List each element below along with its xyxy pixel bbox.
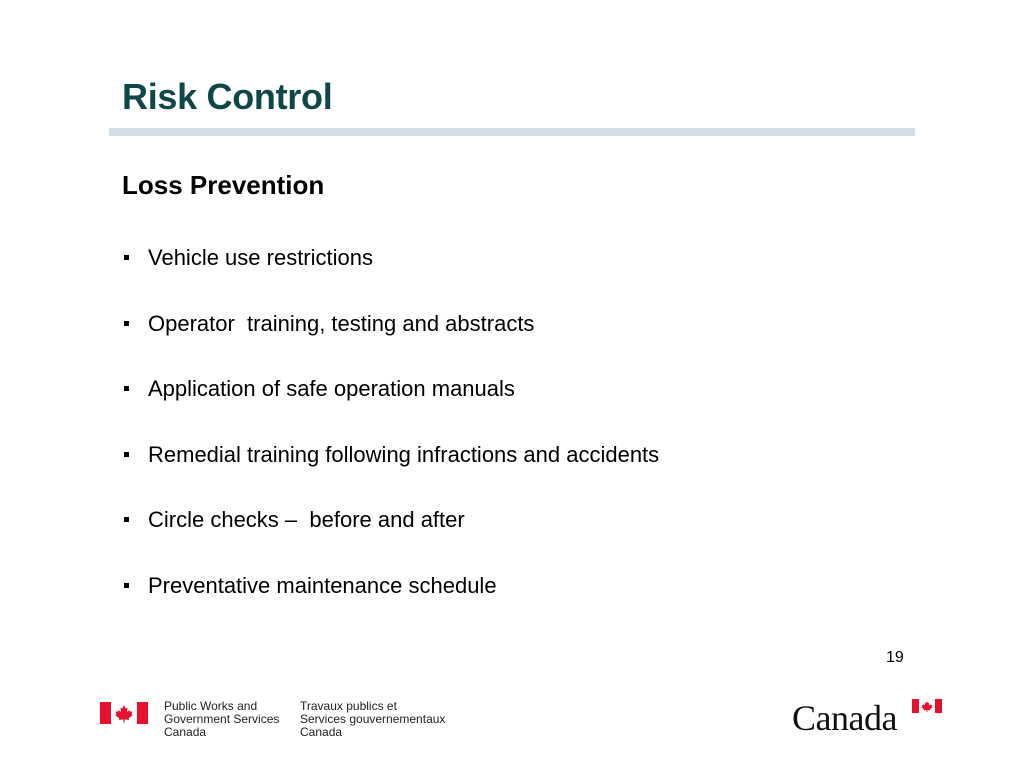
department-name-english — [164, 700, 279, 739]
bullet-item — [120, 437, 660, 503]
footer-line: Travaux publics et — [300, 699, 397, 713]
bullet-item — [120, 240, 373, 306]
bullet-item — [120, 502, 465, 568]
wordmark-flag-icon — [912, 699, 942, 713]
title-divider — [109, 128, 915, 136]
bullet-text: Operator training, testing and abstracts — [148, 310, 535, 336]
bullet-text: Remedial training following infractions and accidents — [148, 441, 660, 467]
department-name-french — [300, 700, 445, 739]
square-bullet-icon — [124, 517, 129, 522]
bullet-item — [120, 306, 535, 372]
bullet-text: Vehicle use restrictions — [148, 245, 373, 270]
footer-line: Canada — [164, 725, 207, 739]
square-bullet-icon — [124, 386, 129, 391]
canada-wordmark-logo — [792, 698, 926, 738]
bullet-text: Circle checks – before and after — [148, 507, 465, 533]
bullet-item — [120, 371, 515, 437]
canada-flag-icon — [100, 702, 148, 724]
bullet-item — [120, 568, 497, 634]
bullet-text: Application of safe operation manuals — [148, 376, 515, 402]
footer-line: Government Services — [164, 712, 280, 726]
wordmark-text: Canada — [792, 698, 897, 738]
section-heading: Loss Prevention — [122, 170, 325, 200]
footer-line: Canada — [300, 725, 343, 739]
square-bullet-icon — [124, 583, 129, 588]
page-number: 19 — [886, 649, 904, 666]
square-bullet-icon — [124, 255, 129, 260]
slide-title: Risk Control — [122, 76, 333, 117]
footer-line: Services gouvernementaux — [300, 712, 446, 726]
bullet-text: Preventative maintenance schedule — [148, 572, 497, 598]
square-bullet-icon — [124, 321, 129, 326]
bullet-list — [120, 240, 660, 634]
footer-line: Public Works and — [164, 699, 258, 713]
square-bullet-icon — [124, 452, 129, 457]
